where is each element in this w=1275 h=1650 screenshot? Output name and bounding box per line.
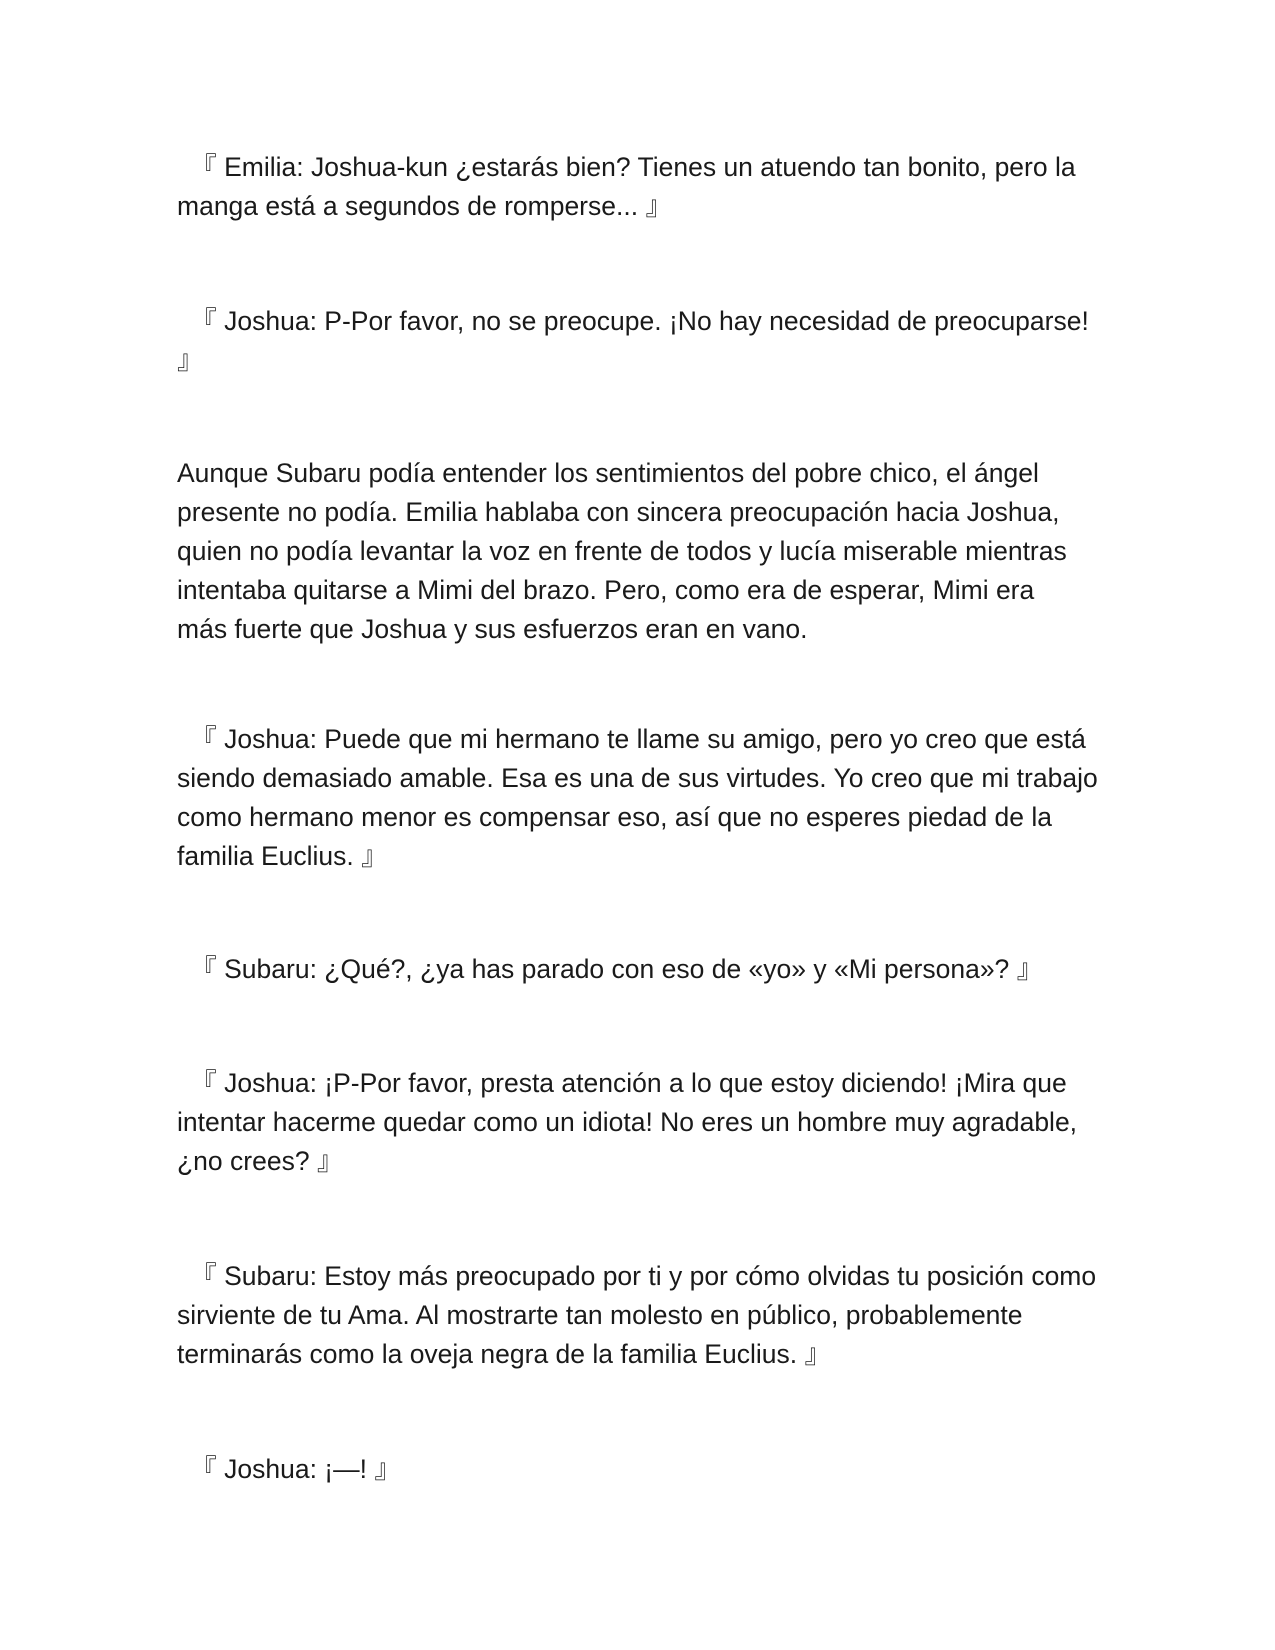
dialogue-paragraph-joshua bbox=[177, 1064, 1107, 1181]
text-line: 『 Joshua: ¡P-Por favor, presta atención a lo que estoy diciendo! ¡Mira que bbox=[177, 1068, 1067, 1098]
text-line: intentar hacerme quedar como un idiota! No eres un hombre muy agradable, bbox=[177, 1107, 1078, 1137]
dialogue-paragraph-joshua bbox=[177, 302, 1107, 380]
dialogue-paragraph-joshua bbox=[177, 720, 1107, 876]
text-line: 『 Joshua: ¡—! 』 bbox=[177, 1454, 401, 1484]
text-line: manga está a segundos de romperse... 』 bbox=[177, 191, 672, 221]
text-line: 『 Emilia: Joshua-kun ¿estarás bien? Tienes un atuendo tan bonito, pero la bbox=[177, 152, 1076, 182]
text-line: presente no podía. Emilia hablaba con sincera preocupación hacia Joshua, bbox=[177, 497, 1060, 527]
dialogue-paragraph-subaru bbox=[177, 950, 1107, 989]
text-line: intentaba quitarse a Mimi del brazo. Pero, como era de esperar, Mimi era bbox=[177, 575, 1035, 605]
text-line: ¿no crees? 』 bbox=[177, 1146, 344, 1176]
text-line: quien no podía levantar la voz en frente de todos y lucía miserable mientras bbox=[177, 536, 1067, 566]
narration-paragraph bbox=[177, 454, 1107, 649]
dialogue-paragraph-subaru bbox=[177, 1257, 1107, 1374]
text-line: Aunque Subaru podía entender los sentimientos del pobre chico, el ángel bbox=[177, 458, 1039, 488]
text-line: 『 Joshua: Puede que mi hermano te llame su amigo, pero yo creo que está bbox=[177, 724, 1086, 754]
text-line: 『 Subaru: Estoy más preocupado por ti y por cómo olvidas tu posición como bbox=[177, 1261, 1097, 1291]
text-line: terminarás como la oveja negra de la familia Euclius. 』 bbox=[177, 1339, 831, 1369]
text-line: como hermano menor es compensar eso, así que no esperes piedad de la bbox=[177, 802, 1053, 832]
dialogue-paragraph-emilia bbox=[177, 148, 1107, 226]
text-line: siendo demasiado amable. Esa es una de sus virtudes. Yo creo que mi trabajo bbox=[177, 763, 1098, 793]
text-line: familia Euclius. 』 bbox=[177, 841, 388, 871]
text-line: sirviente de tu Ama. Al mostrarte tan molesto en público, probablemente bbox=[177, 1300, 1023, 1330]
text-line: 』 bbox=[177, 345, 204, 375]
dialogue-paragraph-joshua bbox=[177, 1450, 1107, 1489]
text-line: más fuerte que Joshua y sus esfuerzos eran en vano. bbox=[177, 614, 808, 644]
text-line: 『 Joshua: P-Por favor, no se preocupe. ¡No hay necesidad de preocuparse! bbox=[177, 306, 1089, 336]
text-line: 『 Subaru: ¿Qué?, ¿ya has parado con eso de «yo» y «Mi persona»? 』 bbox=[177, 954, 1044, 984]
